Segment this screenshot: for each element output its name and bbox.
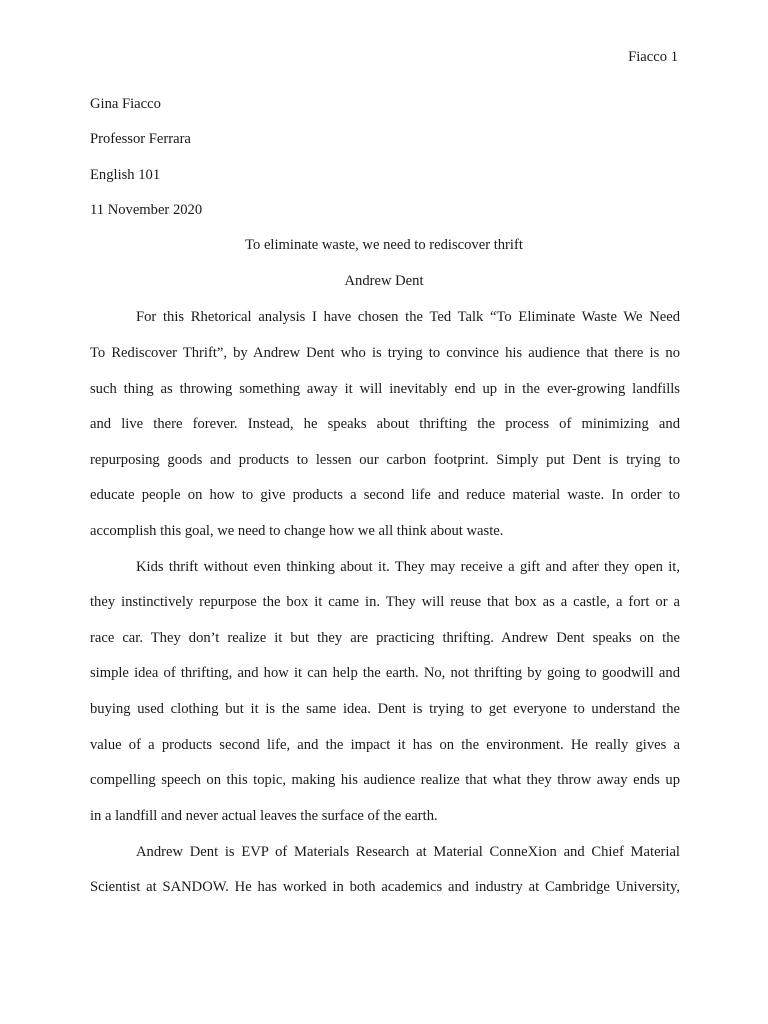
paragraph-2-line: simple idea of thrifting, and how it can help the earth. No, not thrifting by going to goodwill and [90, 665, 680, 681]
paragraph-2-line: race car. They don’t realize it but they are practicing thrifting. Andrew Dent speaks on the [90, 630, 680, 646]
author-name: Gina Fiacco [90, 96, 161, 112]
paragraph-1-line: and live there forever. Instead, he speaks about thrifting the process of minimizing and [90, 416, 680, 432]
paragraph-3-line: Scientist at SANDOW. He has worked in both academics and industry at Cambridge University, [90, 879, 680, 895]
paragraph-1-line: For this Rhetorical analysis I have chosen the Ted Talk “To Eliminate Waste We Need [136, 309, 680, 325]
paragraph-1-line: educate people on how to give products a second life and reduce material waste. In order to [90, 487, 680, 503]
course-name: English 101 [90, 167, 161, 183]
paragraph-1-line: accomplish this goal, we need to change how we all think about waste. [90, 523, 504, 539]
essay-date: 11 November 2020 [90, 202, 203, 218]
paragraph-2-line: value of a products second life, and the impact it has on the environment. He really gives a [90, 737, 680, 753]
paragraph-2-line: compelling speech on this topic, making his audience realize that what they throw away ends up [90, 772, 680, 788]
paragraph-3-line: Andrew Dent is EVP of Materials Research at Material ConneXion and Chief Material [136, 844, 680, 860]
running-head: Fiacco 1 [628, 49, 678, 65]
paragraph-2-line: Kids thrift without even thinking about it. They may receive a gift and after they open it, [136, 559, 680, 575]
paragraph-1-line: To Rediscover Thrift”, by Andrew Dent who is trying to convince his audience that there is no [90, 345, 680, 361]
paragraph-1-line: such thing as throwing something away it will inevitably end up in the ever-growing landfills [90, 381, 680, 397]
paragraph-1-line: repurposing goods and products to lessen our carbon footprint. Simply put Dent is trying to [90, 452, 680, 468]
essay-title: To eliminate waste, we need to rediscover thrift [245, 237, 523, 253]
paragraph-2-line: buying used clothing but it is the same idea. Dent is trying to get everyone to understand the [90, 701, 680, 717]
essay-subtitle: Andrew Dent [344, 273, 424, 289]
paragraph-2-line: in a landfill and never actual leaves the surface of the earth. [90, 808, 438, 824]
instructor-name: Professor Ferrara [90, 131, 191, 147]
paragraph-2-line: they instinctively repurpose the box it came in. They will reuse that box as a castle, a fort or a [90, 594, 680, 610]
